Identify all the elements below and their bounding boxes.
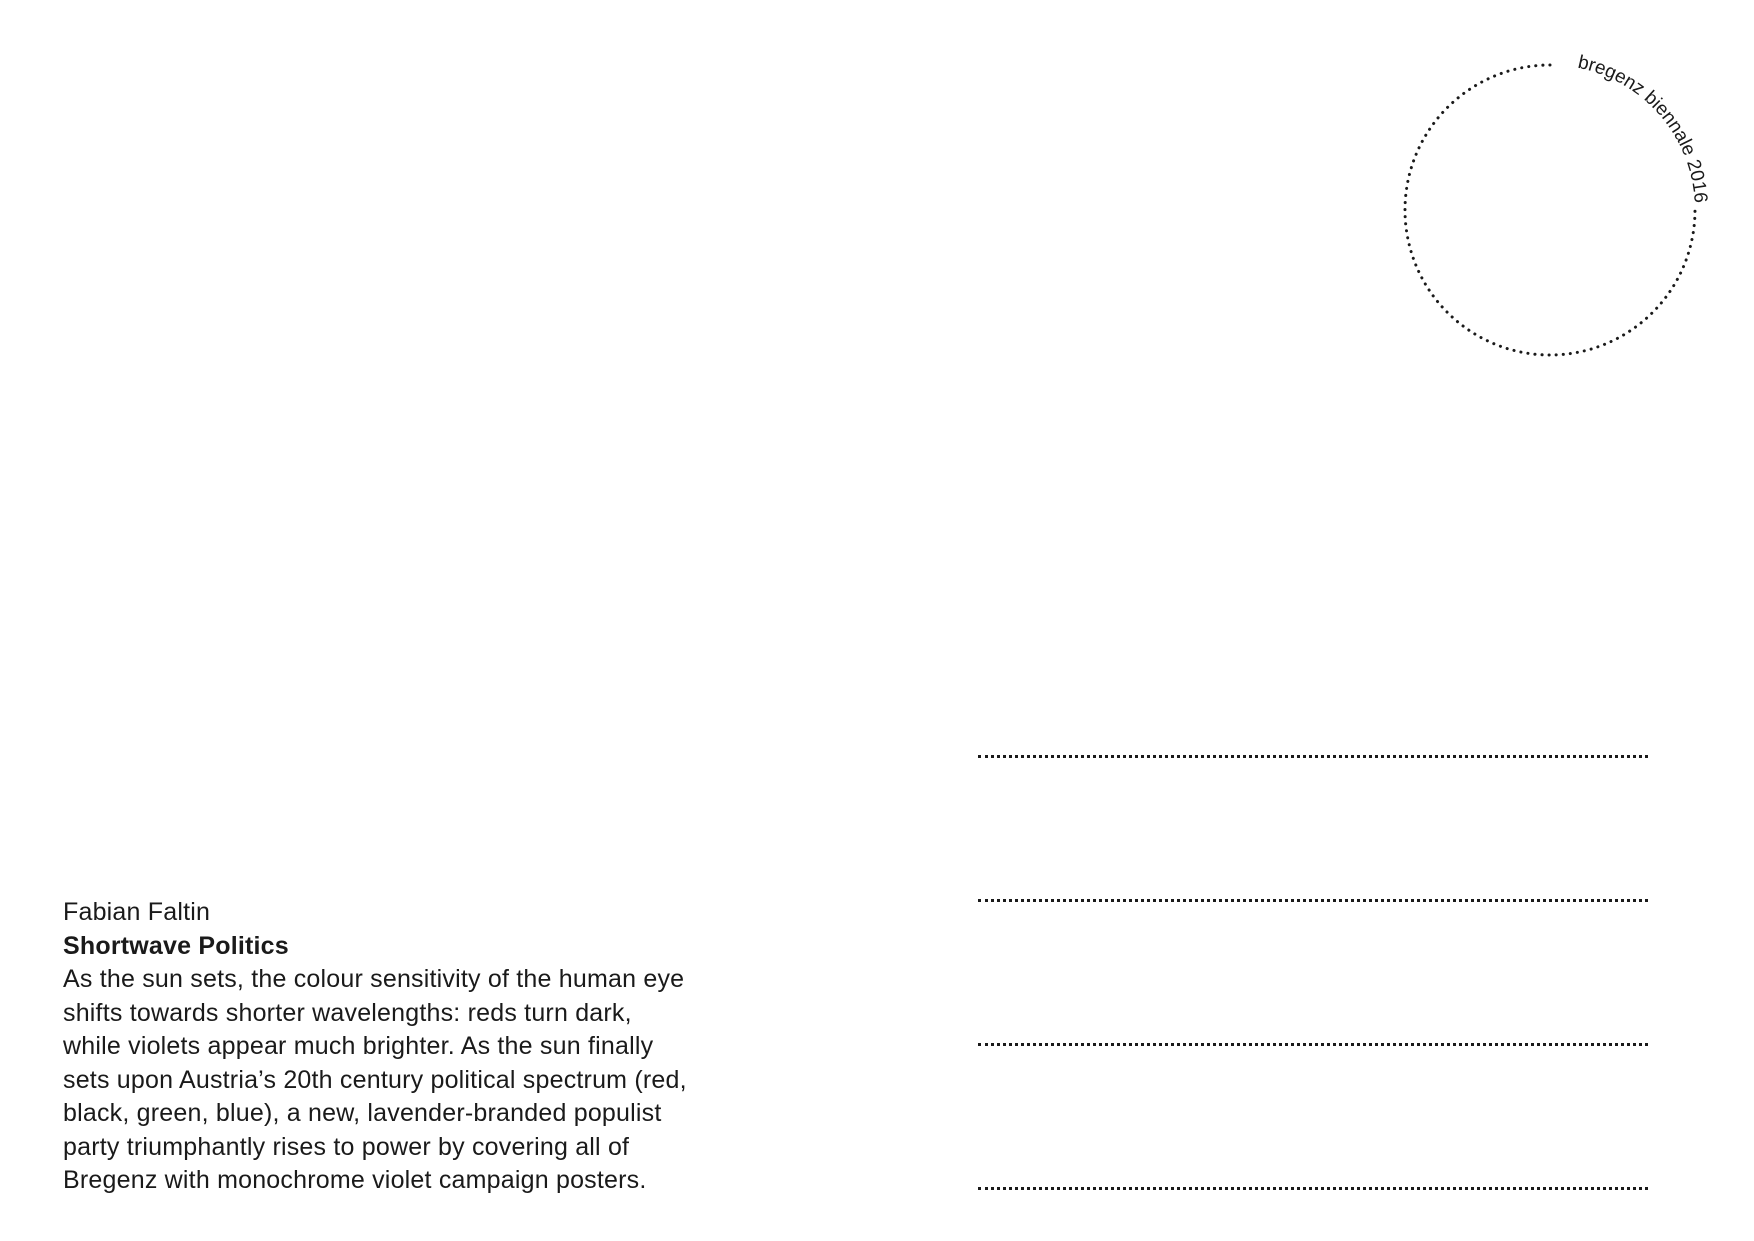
address-line-1 bbox=[978, 755, 1648, 758]
description-text: As the sun sets, the colour sensitivity of the human eye shifts towards shorter wavelengths: reds turn dark, while violets appear much brighter. As the sun finally sets upon Austria’s 20th century political spectrum (red, black, green, blue), a new, lavender-branded populist party triumphantly rises to power by covering all of Bregenz with monochrome violet campaign posters. bbox=[63, 965, 687, 1194]
stamp-text bbox=[1576, 52, 1711, 204]
address-line-2 bbox=[978, 899, 1648, 902]
stamp-circle bbox=[1380, 40, 1720, 380]
address-line-3 bbox=[978, 1043, 1648, 1046]
stamp-label: bregenz biennale 2016 bbox=[1576, 51, 1711, 204]
work-title: Shortwave Politics bbox=[63, 931, 289, 960]
caption-block bbox=[63, 896, 763, 1198]
stamp-area bbox=[1380, 40, 1720, 380]
address-line-4 bbox=[978, 1187, 1648, 1190]
artist-name: Fabian Faltin bbox=[63, 898, 211, 926]
